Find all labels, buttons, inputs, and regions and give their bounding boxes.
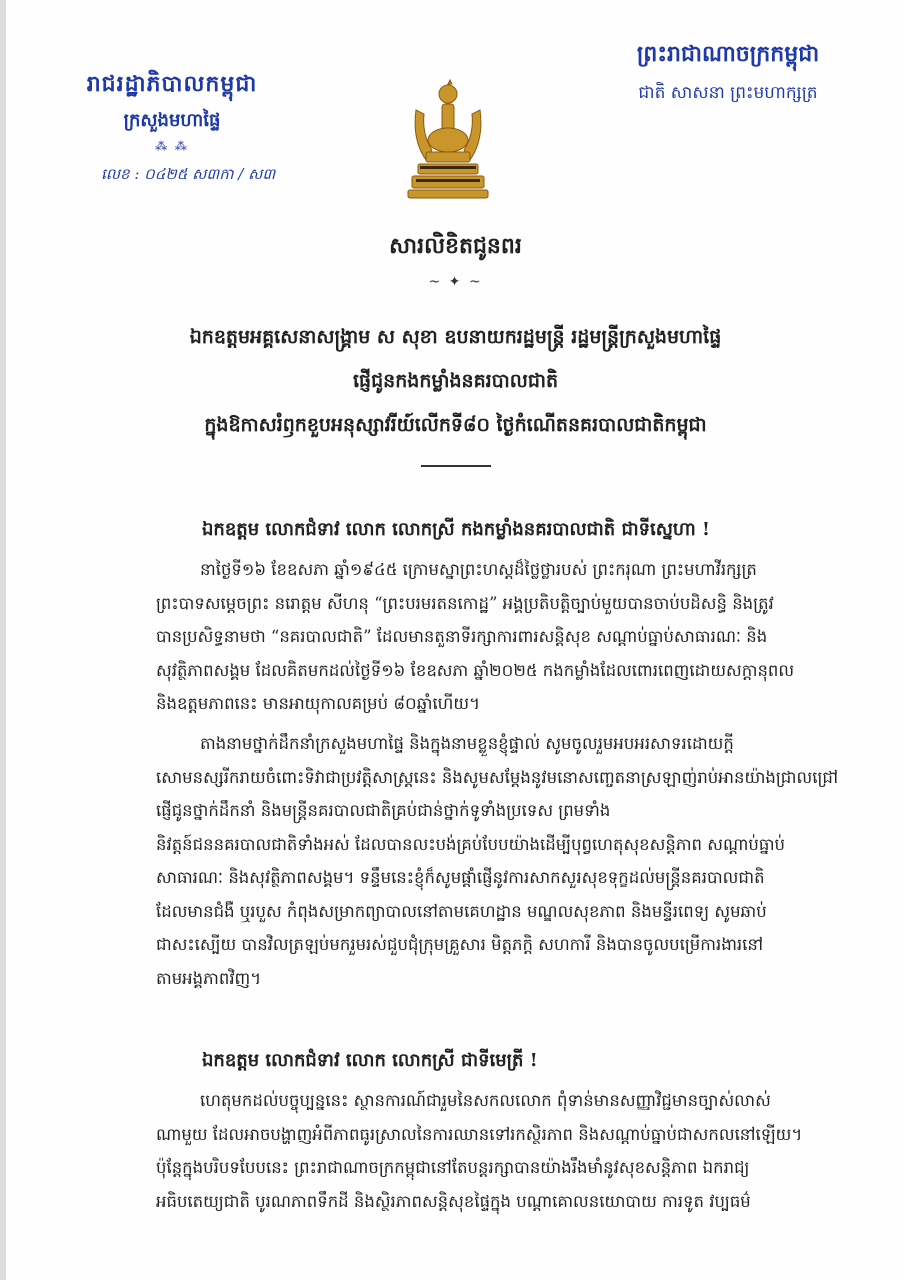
ministry-name: ក្រសួងមហាផ្ទៃ <box>123 110 221 131</box>
heading-line-1: ឯកឧត្តមអគ្គសេនាសង្គ្រាម ស សុខា ឧបនាយករដ្ឋមន្ត្រី រដ្ឋមន្ត្រីក្រសួងមហាផ្ទៃ <box>189 326 722 348</box>
kingdom-header <box>608 40 848 107</box>
paragraph-line: ជាសះស្បើយ បានវិលត្រឡប់មករួមរស់ជួបជុំក្រុមគ្រួសារ មិត្តភក្ដិ សហការី និងបានចូលបម្រើការងារនៅ <box>156 935 764 954</box>
paragraph-line: ហេតុមកដល់បច្ចុប្បន្ននេះ ស្ថានការណ៍ជារួមនៃសកលលោក ពុំទាន់មានសញ្ញាវិជ្ជមានច្បាស់លាស់ <box>200 1091 771 1110</box>
paragraph-third <box>156 1084 803 1218</box>
kingdom-name: ព្រះរាជាណាចក្រកម្ពុជា <box>636 41 820 67</box>
paragraph-second <box>156 727 839 995</box>
paragraph-line: អធិបតេយ្យជាតិ បូរណភាពទឹកដី និងស្ថិរភាពសន្តិសុខផ្ទៃក្នុង បណ្ដាគោលនយោបាយ ការទូត វប្បធម៌ <box>156 1191 751 1211</box>
government-name: រាជរដ្ឋាភិបាលកម្ពុជា <box>86 71 258 97</box>
heading-line-3: ក្នុងឱកាសរំឭកខួបអនុស្សាវរីយ៍លើកទី៨០ ថ្ងៃកំណើតនគរបាលជាតិកម្ពុជា <box>204 414 707 436</box>
document-title: សារលិខិតជូនពរ <box>389 233 522 259</box>
header-ornament: ⁂ ⁂ <box>155 139 189 153</box>
royal-emblem-icon <box>406 80 490 200</box>
paragraph-first <box>156 553 795 721</box>
national-motto: ជាតិ សាសនា ព្រះមហាក្សត្រ <box>638 83 818 103</box>
paragraph-line: សុវត្ថិភាពសង្គម ដែលគិតមកដល់ថ្ងៃទី១៦ ខែឧសភា ឆ្នាំ២០២៥ កងកម្លាំងដែលពោរពេញដោយសក្ដានុពល <box>156 660 795 680</box>
paragraph-line: តាងនាមថ្នាក់ដឹកនាំក្រសួងមហាផ្ទៃ និងក្នុងនាមខ្លួនខ្ញុំផ្ទាល់ សូមចូលរួមអបអរសាទរដោយក្ដី <box>200 734 734 753</box>
paragraph-line: ប៉ុន្តែក្នុងបរិបទបែបនេះ ព្រះរាជាណាចក្រកម្ពុជានៅតែបន្តរក្សាបានយ៉ាងរឹងមាំនូវសុខសន្តិភាព ឯករាជ្យ <box>156 1158 750 1177</box>
paragraph-line: ព្រះបាទសម្ដេចព្រះ នរោត្តម សីហនុ “ព្រះបរមរតនកោដ្ឋ” អង្គប្រតិបត្តិច្បាប់មួយបានចាប់បដិសន្ធិ និងត្រូវ <box>156 593 774 613</box>
salutation-first: ឯកឧត្តម លោកជំទាវ លោក លោកស្រី កងកម្លាំងនគរបាលជាតិ ជាទីស្នេហា ! <box>202 519 710 540</box>
reference-number: លេខ : ០៤២៥ ស៣កា / ស៣ <box>101 165 276 183</box>
ministry-header <box>72 70 272 153</box>
paragraph-line: និងឧត្ដមភាពនេះ មានអាយុកាលគម្រប់ ៨០ឆ្នាំហើយ។ <box>156 694 480 713</box>
heading-divider <box>421 465 491 467</box>
paragraph-line: ផ្ញើជូនថ្នាក់ដឹកនាំ និងមន្ត្រីនគរបាលជាតិគ្រប់ជាន់ថ្នាក់ទូទាំងប្រទេស ព្រមទាំង <box>156 801 611 820</box>
paragraph-line: សោមនស្សរីករាយចំពោះទិវាជាប្រវត្តិសាស្ត្រនេះ និងសូមសម្ដែងនូវមនោសញ្ចេតនាស្រឡាញ់រាប់អានយ៉ាងជ្រាលជ្រៅ <box>156 767 839 787</box>
paragraph-line: និវត្តន៍ជននគរបាលជាតិទាំងអស់ ដែលបានលះបង់គ្រប់បែបយ៉ាងដើម្បីបុព្វហេតុសុខសន្តិភាព សណ្ដាប់ធ្នាប់ <box>156 834 785 854</box>
paragraph-line: ដែលមានជំងឺ ឬរបួស កំពុងសម្រាកព្យាបាលនៅតាមគេហដ្ឋាន មណ្ឌលសុខភាព និងមន្ទីរពេទ្យ សូមឆាប់ <box>156 901 767 921</box>
heading-line-2: ផ្ញើជូនកងកម្លាំងនគរបាលជាតិ <box>352 370 559 392</box>
paragraph-line: តាមអង្គភាពវិញ។ <box>156 968 262 988</box>
paragraph-line: ណាមួយ ដែលអាចបង្ហាញអំពីភាពធូរស្រាលនៃការឈានទៅរកស្ថិរភាព និងសណ្ដាប់ធ្នាប់ជាសកលនៅឡើយ។ <box>156 1124 803 1144</box>
paragraph-line: នាថ្ងៃទី១៦ ខែឧសភា ឆ្នាំ១៩៤៥ ក្រោមស្នាព្រះហស្ដដ៏ថ្លៃថ្លារបស់ ព្រះករុណា ព្រះមហាវីរក្សត្រ <box>200 560 757 579</box>
paragraph-line: សាធារណៈ និងសុវត្ថិភាពសង្គម។ ទន្ទឹមនេះខ្ញុំក៏សូមផ្ដាំផ្ញើនូវការសាកសួរសុខទុក្ខដល់មន្ត្រីនគរបាលជាតិ <box>156 868 765 887</box>
paragraph-line: បានប្រសិទ្ធនាមថា “នគរបាលជាតិ” ដែលមានតួនាទីរក្សាការពារសន្តិសុខ សណ្ដាប់ធ្នាប់សាធារណៈ និង <box>156 627 768 646</box>
salutation-second: ឯកឧត្តម លោកជំទាវ លោក លោកស្រី ជាទីមេត្រី ! <box>202 1050 538 1071</box>
title-ornament: ~ ✦ ~ <box>428 274 483 290</box>
